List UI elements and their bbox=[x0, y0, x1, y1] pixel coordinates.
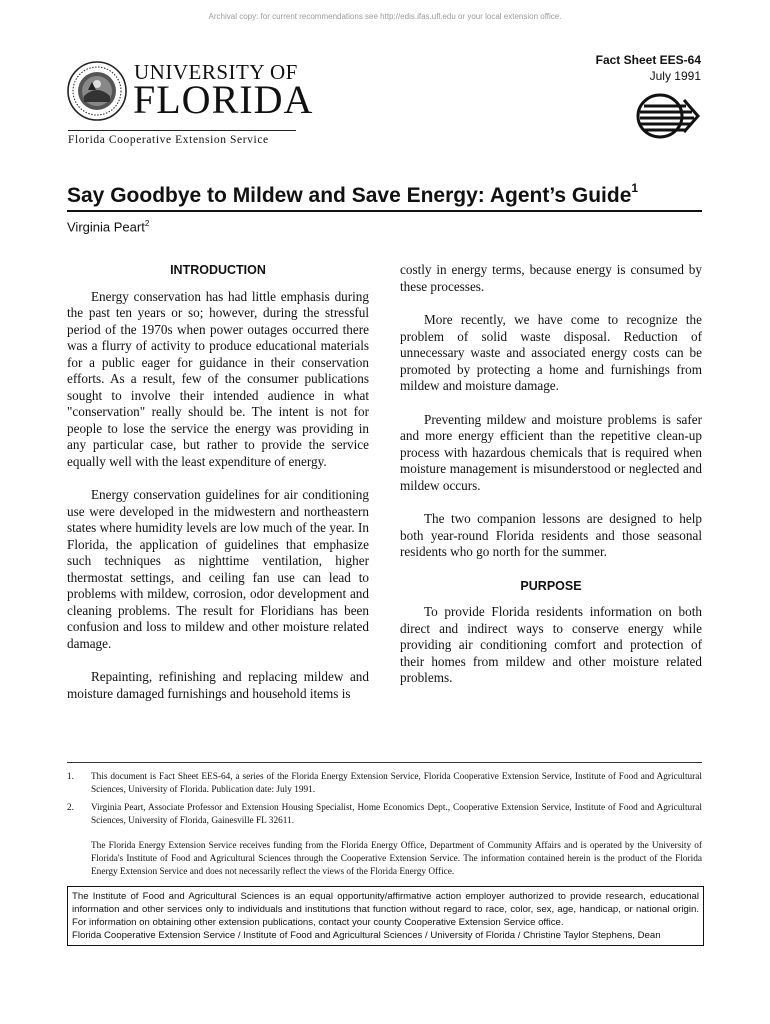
intro-paragraph-6: The two companion lessons are designed to help both year-round Florida residents and those seasonal residents who go north for the summer. bbox=[400, 511, 702, 559]
energy-extension-logo-icon bbox=[634, 92, 700, 140]
equal-opportunity-box bbox=[67, 886, 704, 946]
funding-note: The Florida Energy Extension Service receives funding from the Florida Energy Office, Department of Community Affairs and is operated by the University of Florida's Institute of Food and Agricultural Sciences through the Cooperative Extension Service. The information contained herein is the product of the Florida Energy Extension Service and does not necessarily reflect the views of the Florida Energy Office. bbox=[91, 841, 702, 877]
title-text: Say Goodbye to Mildew and Save Energy: Agent’s Guide bbox=[67, 184, 632, 207]
author-name: Virginia Peart bbox=[67, 219, 145, 235]
footnote-number: 2. bbox=[67, 803, 74, 813]
university-name-line2: FLORIDA bbox=[133, 77, 314, 122]
footnote-text: This document is Fact Sheet EES-64, a series of the Florida Energy Extension Service, Florida Cooperative Extension Service, Institute of Food and Agricultural Sciences, University of Florida. Publication date: July 1991. bbox=[91, 772, 702, 795]
eeo-statement: The Institute of Food and Agricultural Sciences is an equal opportunity/affirmative action employer authorized to provide research, educational information and other services only to individuals and institutions that function without regard to race, color, sex, age, handicap, or national origin. For information on obtaining other extension publications, contact your county Cooperative Extension Service office. bbox=[72, 891, 699, 928]
footnote-text: Virginia Peart, Associate Professor and Extension Housing Specialist, Home Economics Dept., Cooperative Extension Service, Institute of Food and Agricultural Sciences, University of Florida, Gainesville FL 32611. bbox=[91, 803, 702, 826]
introduction-heading: INTRODUCTION bbox=[170, 263, 266, 277]
left-column bbox=[67, 262, 369, 719]
logo-divider bbox=[68, 130, 296, 131]
title-underline bbox=[67, 210, 702, 212]
intro-paragraph-1: Energy conservation has had little emphasis during the past ten years or so; however, during the stressful period of the 1970s when power outages occurred there was a flurry of activity to produce educational materials for a public eager for guidance in their conservation efforts. As a result, few of the consumer publications sought to involve their intended audience in what "conservation" really should be. The intent is not for people to lose the service the energy was providing in any particular case, but rather to provide the service equally well with the least expenditure of energy. bbox=[67, 288, 369, 469]
institution-credit: Florida Cooperative Extension Service / Institute of Food and Agricultural Sciences / University of Florida / Christine Taylor Stephens, Dean bbox=[72, 930, 661, 941]
university-seal-icon bbox=[66, 60, 128, 122]
footnote-item bbox=[67, 771, 702, 797]
right-column bbox=[400, 262, 702, 704]
fact-sheet-number: Fact Sheet EES-64 bbox=[595, 53, 701, 67]
university-name-line1: UNIVERSITY OF bbox=[134, 60, 298, 84]
publication-date: July 1991 bbox=[649, 69, 701, 83]
intro-paragraph-3: Repainting, refinishing and replacing mildew and moisture damaged furnishings and household items is bbox=[67, 669, 369, 701]
footnote-number: 1. bbox=[67, 772, 74, 782]
title-footnote-mark: 1 bbox=[631, 181, 639, 195]
author-byline bbox=[67, 219, 149, 234]
intro-paragraph-4: More recently, we have come to recognize the problem of solid waste disposal. Reduction of unnecessary waste and associated energy costs can be promoted by protecting a home and furnishings from mildew and moisture damage. bbox=[400, 312, 702, 393]
footnote-item bbox=[67, 802, 702, 828]
extension-service-name: Florida Cooperative Extension Service bbox=[68, 134, 269, 146]
archival-notice: Archival copy: for current recommendations see http://edis.ifas.ufl.edu or your local extension office. bbox=[208, 12, 562, 21]
intro-paragraph-5: Preventing mildew and moisture problems is safer and more energy efficient than the repetitive clean-up process with hazardous chemicals that is required when moisture management is misunderstood or neglected and mildew occurs. bbox=[400, 411, 702, 493]
university-logo bbox=[66, 58, 314, 150]
purpose-paragraph: To provide Florida residents information on both direct and indirect ways to conserve energy while providing air conditioning comfort and protection of their homes from mildew and other moisture related problems. bbox=[400, 604, 702, 685]
intro-paragraph-3-continued: costly in energy terms, because energy is consumed by these processes. bbox=[400, 262, 702, 294]
footnote-divider bbox=[67, 762, 702, 763]
footnotes bbox=[67, 771, 702, 879]
document-title bbox=[67, 183, 638, 208]
purpose-heading: PURPOSE bbox=[520, 578, 582, 593]
intro-paragraph-2: Energy conservation guidelines for air conditioning use were developed in the midwestern and northeastern states where humidity levels are low much of the year. In Florida, the application of guidelines that emphasize such techniques as nighttime ventilation, higher thermostat settings, and ceiling fan use can lead to problems with mildew, corrosion, odor development and cleaning problems. The result for Floridians has been confusion and loss to mildew and other moisture related damage. bbox=[67, 487, 369, 651]
author-footnote-mark: 2 bbox=[144, 219, 150, 228]
